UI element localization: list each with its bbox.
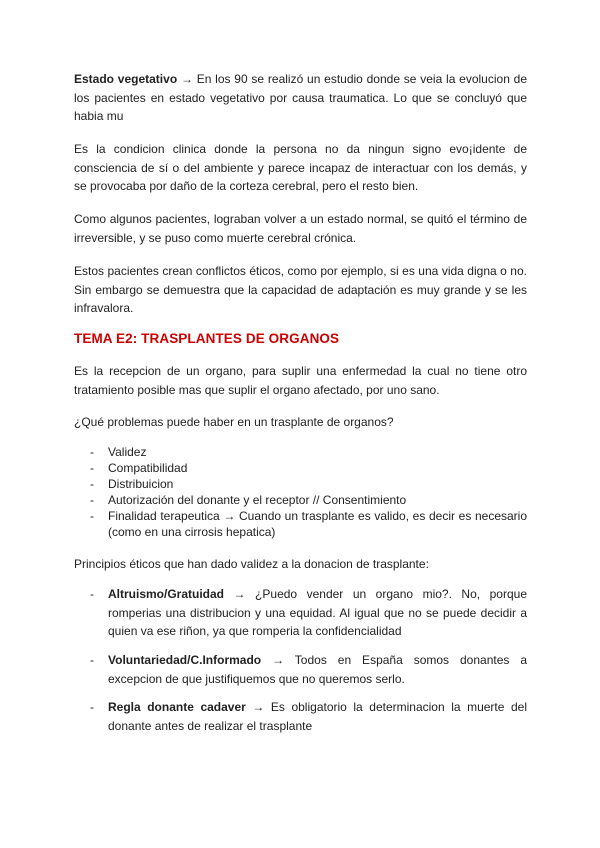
section-heading: TEMA E2: TRASPLANTES DE ORGANOS xyxy=(74,331,340,346)
paragraph-principles-intro: Principios éticos que han dado validez a la donacion de trasplante: xyxy=(74,557,429,571)
principle-term: Voluntariedad/C.Informado xyxy=(108,653,262,667)
principle-term: Altruismo/Gratuidad xyxy=(108,587,225,601)
dash-bullet: - xyxy=(90,587,94,601)
list-item xyxy=(74,585,527,641)
principles-list-3 xyxy=(74,698,527,735)
list-item xyxy=(74,492,527,508)
principles-list-2 xyxy=(74,651,527,688)
principle-text: → Todos en España somos donantes a excepcion de que justifiquemos que no queremos serlo. xyxy=(108,653,527,686)
list-item-text: Compatibilidad xyxy=(108,461,188,475)
principle-text: → Es obligatorio la determinacion la muerte del donante antes de realizar el trasplante xyxy=(108,700,527,733)
paragraph-condicion-clinica: Es la condicion clinica donde la persona no da ningun signo evo¡idente de consciencia de sí o del ambiente y parece incapaz de interactuar con los demás, y se provocaba por daño de la corteza cerebral, pero el resto bien. xyxy=(74,142,527,193)
dash-bullet: - xyxy=(90,461,94,475)
problems-list xyxy=(74,444,527,540)
dash-bullet: - xyxy=(90,477,94,491)
list-item xyxy=(74,476,527,492)
list-item xyxy=(74,508,527,540)
principle-text: → ¿Puedo vender un organo mio?. No, porque romperias una distribucion y una equidad. Al igual que no se puede decidir a quien va ese riñon, ya que romperia la confidencialidad xyxy=(108,587,527,638)
list-item-text: Autorización del donante y el receptor // Consentimiento xyxy=(108,493,407,507)
dash-bullet: - xyxy=(90,445,94,459)
list-item-text: Validez xyxy=(108,445,147,459)
dash-bullet: - xyxy=(90,700,94,714)
paragraph-definicion-trasplante: Es la recepcion de un organo, para suplir una enfermedad la cual no tiene otro tratamiento posible mas que suplir el organo afectado, por uno sano. xyxy=(74,364,527,397)
list-item-text: Distribuicion xyxy=(108,477,174,491)
paragraph-irreversible: Como algunos pacientes, lograban volver a un estado normal, se quitó el término de irreversible, y se puso como muerte cerebral crónica. xyxy=(74,212,527,245)
principle-term: Regla donante cadaver xyxy=(108,700,246,714)
list-item xyxy=(74,444,527,460)
term-estado-vegetativo: Estado vegetativo xyxy=(74,72,178,86)
dash-bullet: - xyxy=(90,653,94,667)
paragraph-conflictos-eticos: Estos pacientes crean conflictos éticos, como por ejemplo, si es una vida digna o no. Sin embargo se demuestra que la capacidad de adaptación es muy grande y se les infravalora. xyxy=(74,264,527,315)
dash-bullet: - xyxy=(90,509,94,523)
paragraph-question: ¿Qué problemas puede haber en un trasplante de organos? xyxy=(74,415,394,429)
list-item xyxy=(74,460,527,476)
list-item xyxy=(74,651,527,688)
paragraph-text: → En los 90 se realizó un estudio donde se veia la evolucion de los pacientes en estado vegetativo por causa traumatica. Lo que se concluyó que habia mu xyxy=(74,72,527,123)
list-item-text: Finalidad terapeutica → Cuando un trasplante es valido, es decir es necesario (como en una cirrosis hepatica) xyxy=(108,509,527,539)
paragraph-estado-vegetativo xyxy=(74,70,527,126)
list-item xyxy=(74,698,527,735)
principles-list-1 xyxy=(74,585,527,641)
dash-bullet: - xyxy=(90,493,94,507)
